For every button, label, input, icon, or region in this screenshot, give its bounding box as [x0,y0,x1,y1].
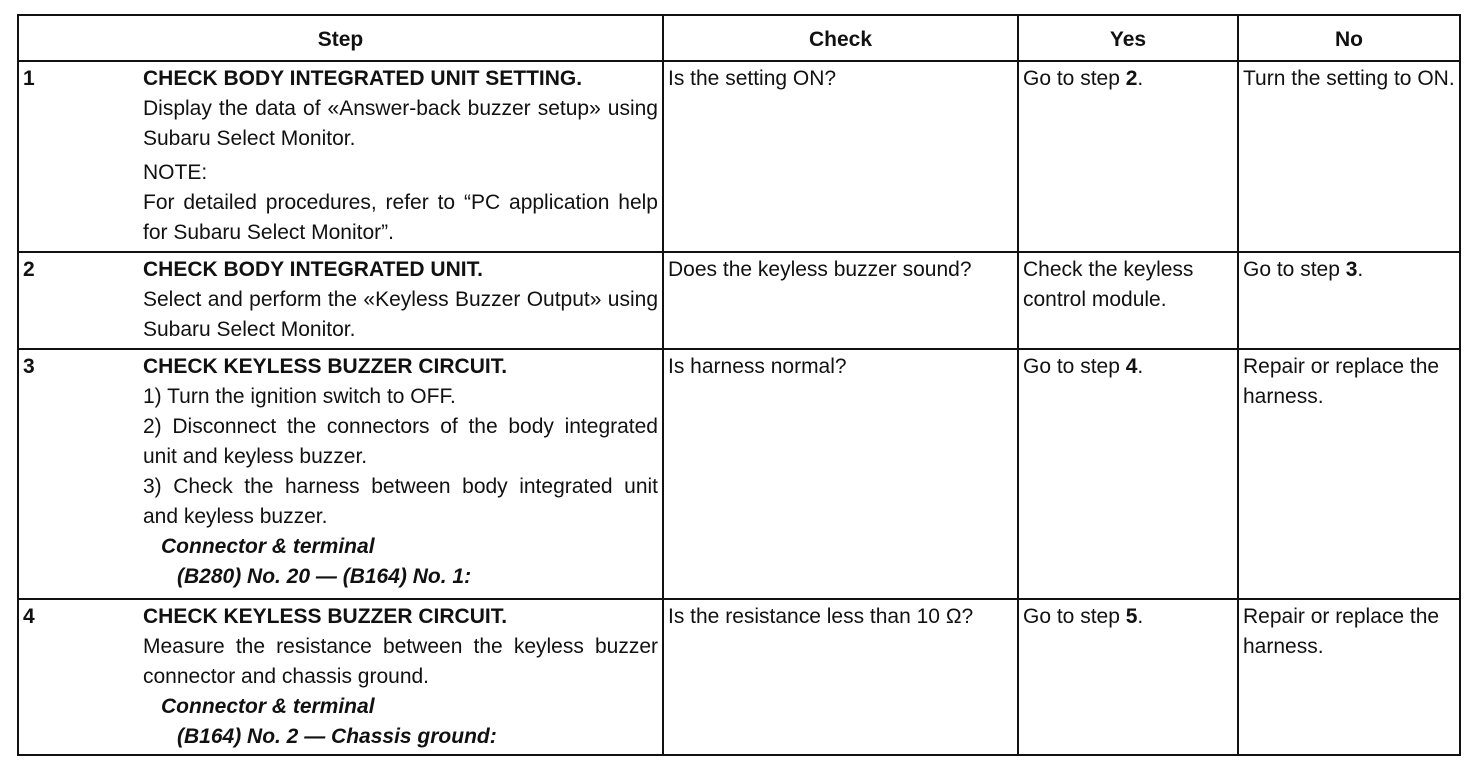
yes-suffix: . [1137,67,1144,90]
header-yes: Yes [1018,15,1238,61]
step-content [143,602,658,752]
list-item: 3) Check the harness between body integrated unit and keyless buzzer. [143,475,658,528]
no-prefix: Go to step [1243,258,1346,281]
no-cell: Repair or replace the harness. [1238,599,1460,755]
header-no: No [1238,15,1460,61]
table-row [18,61,1460,252]
connector-value: (B280) No. 20 — (B164) No. 1: [177,565,472,588]
connector-label: Connector & terminal [161,695,375,718]
yes-prefix: Go to step [1023,67,1126,90]
note-text: For detailed procedures, refer to “PC application help for Subaru Select Monitor”. [143,191,658,244]
step-title: CHECK BODY INTEGRATED UNIT SETTING. [143,67,583,90]
connector-value: (B164) No. 2 — Chassis ground: [177,725,497,748]
step-content [143,255,658,345]
list-item: 1) Turn the ignition switch to OFF. [143,385,456,408]
step-title: CHECK BODY INTEGRATED UNIT. [143,258,483,281]
step-number: 1 [23,67,35,90]
step-title: CHECK KEYLESS BUZZER CIRCUIT. [143,355,508,378]
yes-cell [1018,349,1238,599]
diagnostic-table [17,14,1461,756]
step-description: Measure the resistance between the keyless buzzer connector and chassis ground. [143,635,658,688]
step-cell [18,61,663,252]
list-item: 2) Disconnect the connectors of the body integrated unit and keyless buzzer. [143,415,658,468]
connector-label: Connector & terminal [161,535,375,558]
check-cell: Is the setting ON? [663,61,1018,252]
yes-prefix: Go to step [1023,355,1126,378]
check-cell: Does the keyless buzzer sound? [663,252,1018,349]
table-row [18,349,1460,599]
yes-cell [1018,599,1238,755]
step-title: CHECK KEYLESS BUZZER CIRCUIT. [143,605,508,628]
no-cell [1238,252,1460,349]
step-number: 3 [23,355,35,378]
yes-cell [1018,61,1238,252]
no-cell: Repair or replace the harness. [1238,349,1460,599]
header-row [18,15,1460,61]
check-cell: Is the resistance less than 10 Ω? [663,599,1018,755]
yes-suffix: . [1137,605,1144,628]
yes-suffix: . [1137,355,1144,378]
table-row [18,599,1460,755]
no-step-link[interactable]: 3 [1345,258,1358,281]
check-cell: Is harness normal? [663,349,1018,599]
step-description: Display the data of «Answer-back buzzer setup» using Subaru Select Monitor. [143,97,658,150]
step-number: 4 [23,605,35,628]
table-row [18,252,1460,349]
step-description: Select and perform the «Keyless Buzzer Output» using Subaru Select Monitor. [143,288,658,341]
yes-step-link[interactable]: 2 [1125,67,1138,90]
header-check: Check [663,15,1018,61]
yes-step-link[interactable]: 4 [1125,355,1138,378]
yes-step-link[interactable]: 5 [1125,605,1138,628]
yes-prefix: Go to step [1023,605,1126,628]
step-content [143,352,658,592]
no-cell: Turn the setting to ON. [1238,61,1460,252]
step-cell [18,252,663,349]
step-content [143,64,658,248]
header-step: Step [18,15,663,61]
step-cell [18,599,663,755]
step-cell [18,349,663,599]
no-suffix: . [1357,258,1364,281]
note-label: NOTE: [143,161,208,184]
yes-cell: Check the keyless control module. [1018,252,1238,349]
step-number: 2 [23,258,35,281]
